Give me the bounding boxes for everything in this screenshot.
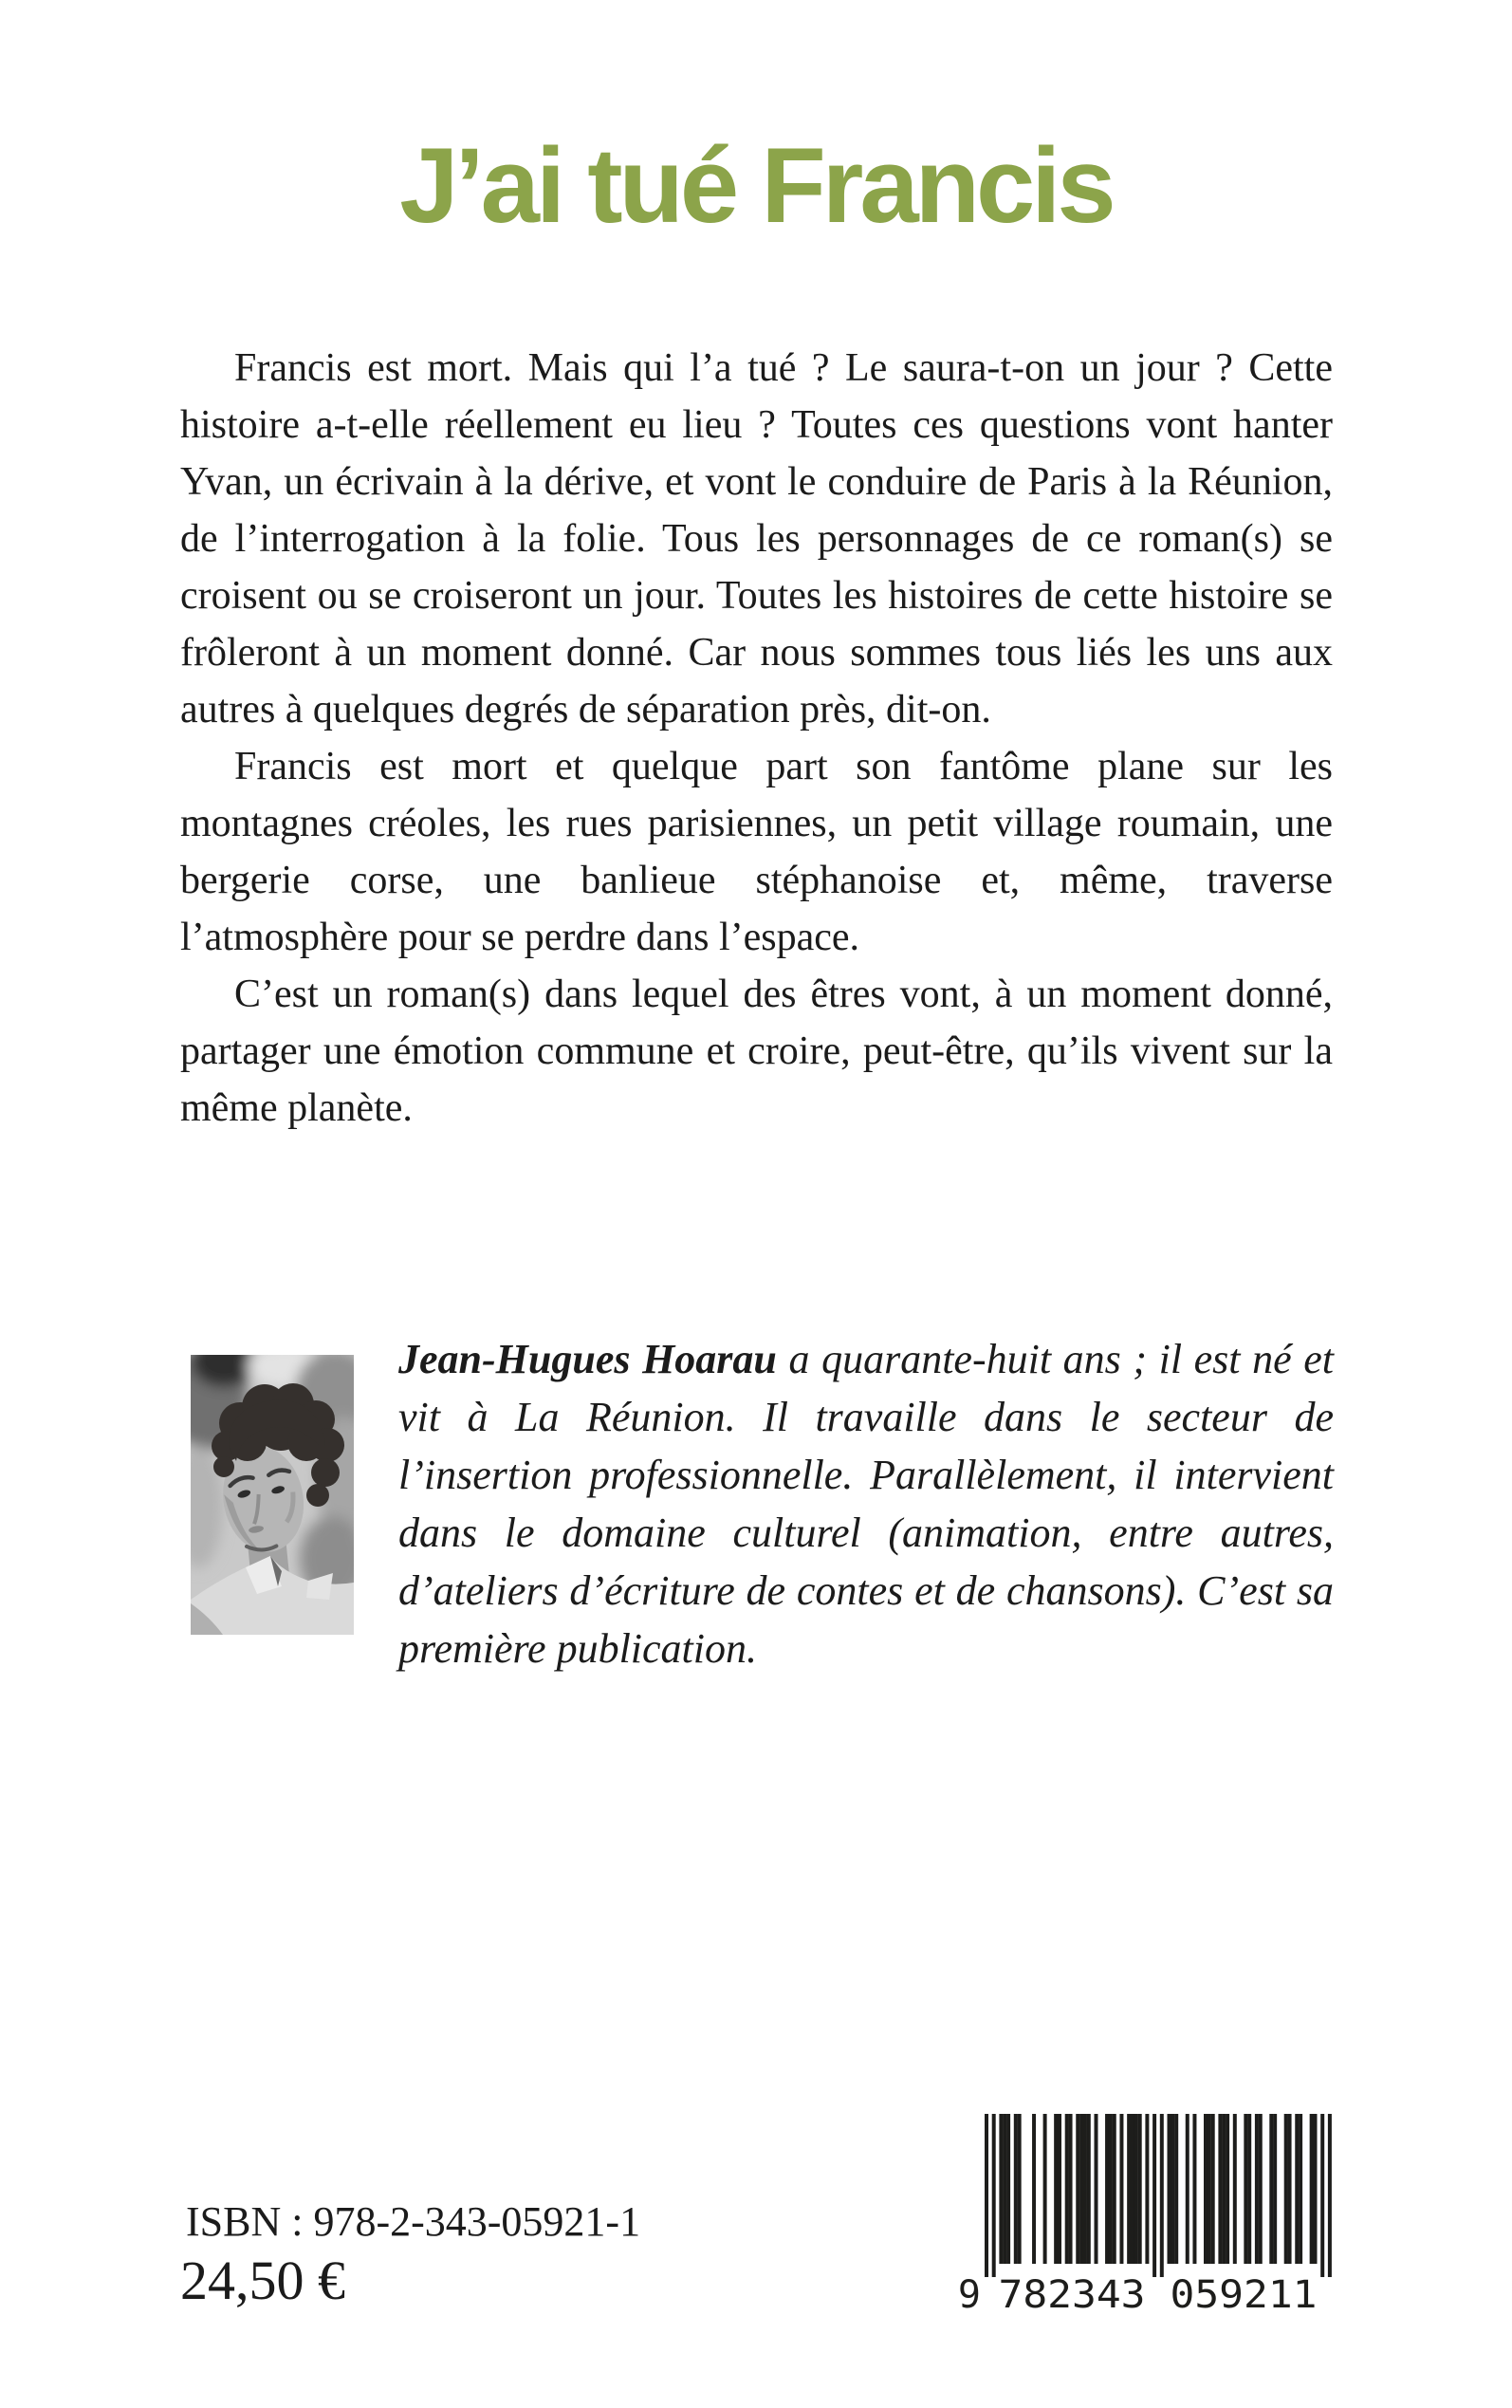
book-title: J’ai tué Francis (399, 126, 1113, 245)
synopsis-paragraph-2: Francis est mort et quelque part son fantôme plane sur les montagnes créoles, les rues parisiennes, un petit village roumain, une bergerie corse, une banlieue stéphanoise et, même, traverse l’atmosphère pour se perdre dans l’espace. (180, 745, 1333, 959)
author-bio-text: a quarante-huit ans ; il est né et vit à La Réunion. Il travaille dans le secteur de l’insertion professionnelle. Parallèlement, il intervient dans le domaine culturel (animation, entre autres, d’ateliers d’écriture de contes et de chansons). C’est sa première publication. (398, 1336, 1334, 1672)
synopsis-paragraph-3: C’est un roman(s) dans lequel des êtres vont, à un moment donné, partager une émotion commune et croire, peut-être, qu’ils vivent sur la même planète. (180, 972, 1333, 1130)
barcode-digits-right: 059211 (1170, 2273, 1318, 2317)
synopsis-text (180, 340, 1333, 1137)
barcode-digits-left: 782343 (998, 2273, 1146, 2317)
synopsis-paragraph-1: Francis est mort. Mais qui l’a tué ? Le saura-t-on un jour ? Cette histoire a-t-elle réellement eu lieu ? Toutes ces questions vont hanter Yvan, un écrivain à la dérive, et vont le conduire de Paris à la Réunion, de l’interrogation à la folie. Tous les personnages de ce roman(s) se croisent ou se croiseront un jour. Toutes les histoires de cette histoire se frôleront à un moment donné. Car nous sommes tous liés les uns aux autres à quelques degrés de séparation près, dit-on. (180, 346, 1333, 732)
ean13-barcode (956, 2114, 1332, 2317)
author-bio (398, 1330, 1334, 1677)
isbn-text: ISBN : 978-2-343-05921-1 (186, 2198, 641, 2245)
ean13-barcode-svg (956, 2114, 1332, 2317)
author-photo (191, 1355, 354, 1635)
author-name: Jean-Hugues Hoarau (398, 1336, 777, 1382)
barcode-digit-9: 9 (957, 2273, 981, 2317)
price-text: 24,50 € (180, 2250, 345, 2311)
